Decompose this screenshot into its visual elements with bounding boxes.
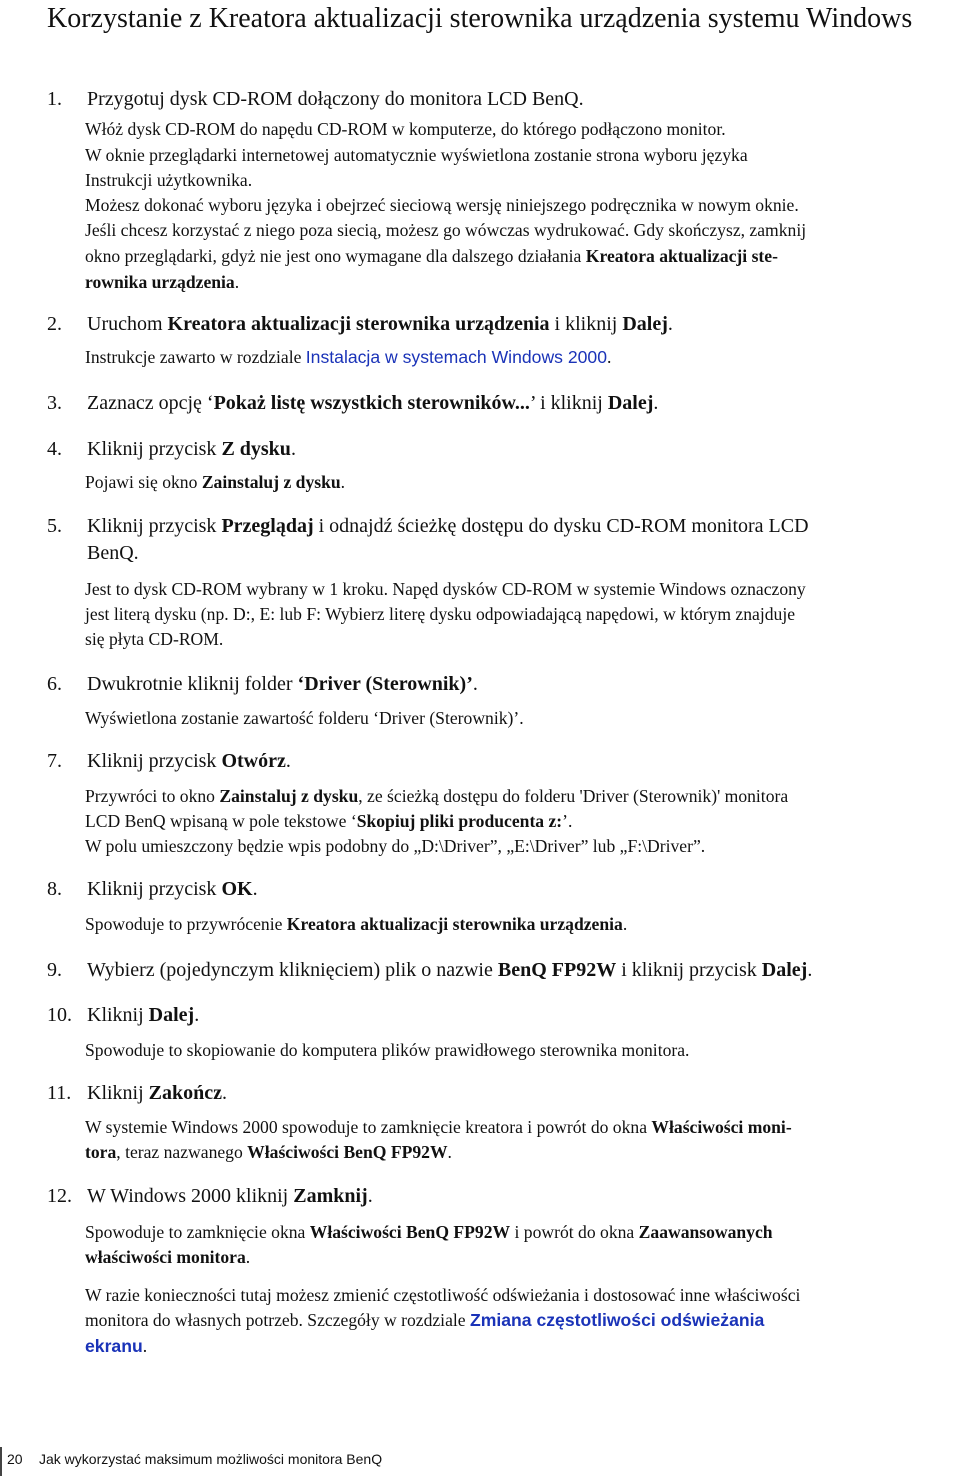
step-8 — [47, 874, 942, 904]
detail-text: Instrukcje zawarto w rozdziale — [85, 347, 306, 367]
final-note-line — [85, 1307, 960, 1333]
detail-text: . — [142, 1336, 148, 1356]
detail-bold: właściwości monitora — [85, 1247, 246, 1267]
detail-text: . — [234, 272, 240, 292]
detail-bold: Właściwości BenQ FP92W — [247, 1142, 448, 1162]
step-number: 5. — [47, 515, 62, 537]
step-11-detail-line — [85, 1139, 960, 1165]
detail-text: i powrót do okna — [510, 1222, 639, 1242]
detail-text: Spowoduje to przywrócenie — [85, 914, 287, 934]
step-bold: OK — [221, 878, 253, 900]
detail-text: , teraz nazwanego — [116, 1142, 248, 1162]
step-bold: Pokaż listę wszystkich sterowników... — [213, 392, 530, 414]
section-link[interactable]: ekranu — [85, 1336, 143, 1356]
step-text: Dwukrotnie kliknij folder — [87, 673, 298, 695]
step-text: Kliknij przycisk — [87, 438, 222, 460]
step-1-detail-line — [85, 243, 960, 269]
step-10 — [47, 1000, 942, 1030]
detail-bold: tora — [85, 1142, 117, 1162]
step-12 — [47, 1181, 942, 1211]
step-bold: Dalej — [607, 392, 654, 414]
step-text: . — [194, 1004, 200, 1026]
detail-text: Jeśli chcesz korzystać z niego poza siecią, możesz go wówczas wydrukować. — [85, 220, 630, 240]
step-text: Kliknij przycisk — [87, 515, 222, 537]
step-text: ’ i kliknij — [529, 392, 608, 414]
step-text: W Windows 2000 kliknij — [87, 1185, 294, 1207]
footer-divider — [0, 1447, 2, 1476]
detail-bold: Zainstaluj z dysku — [219, 786, 359, 806]
detail-text: okno przeglądarki, gdyż nie jest ono wymagane dla dalszego działania — [85, 246, 586, 266]
detail-text: LCD BenQ wpisaną w pole tekstowe ‘ — [85, 811, 357, 831]
step-text: i kliknij przycisk — [616, 959, 762, 981]
step-9 — [47, 955, 942, 985]
detail-bold: Zaawansowanych — [638, 1222, 773, 1242]
step-1-detail-line — [85, 269, 960, 295]
step-text: Kliknij przycisk — [87, 750, 222, 772]
detail-bold: rownika urządzenia — [85, 272, 235, 292]
footer-text: Jak wykorzystać maksimum możliwości monitora BenQ — [39, 1451, 383, 1467]
detail-text: Spowoduje to zamknięcie okna — [85, 1222, 310, 1242]
detail-text: W systemie Windows 2000 spowoduje to zamknięcie kreatora i powrót do okna — [85, 1117, 652, 1137]
step-bold: Z dysku — [221, 438, 291, 460]
step-1-detail-line — [85, 217, 960, 243]
section-link[interactable]: Zmiana częstotliwości odświeżania — [469, 1310, 765, 1330]
step-4-detail — [85, 469, 960, 495]
step-7-detail-line — [85, 808, 960, 834]
step-text: . — [472, 673, 478, 695]
step-text: . — [252, 878, 258, 900]
step-7-detail-line: W polu umieszczony będzie wpis podobny do „D:\Driver”, „E:\Driver” lub „F:\Driver”. — [85, 836, 706, 856]
step-text: . — [290, 438, 296, 460]
step-bold: ‘Driver (Sterownik)’ — [297, 673, 473, 695]
detail-text: Przywróci to okno — [85, 786, 220, 806]
step-6-detail: Wyświetlona zostanie zawartość folderu ‘Driver (Sterownik)’. — [85, 708, 524, 728]
step-5-detail-line: jest literą dysku (np. D:, E: lub F: Wybierz literę dysku odpowiadającą napędowi, w którym znajduje — [85, 604, 796, 624]
step-number: 10. — [47, 1004, 72, 1026]
step-1-detail-line: Włóż dysk CD-ROM do napędu CD-ROM w komputerze, do którego podłączono monitor. — [85, 119, 726, 139]
detail-bold: Kreatora aktualizacji sterownika urządzenia — [286, 914, 623, 934]
detail-text: . — [622, 914, 628, 934]
page-title: Korzystanie z Kreatora aktualizacji sterownika urządzenia systemu Windows — [47, 3, 913, 34]
final-note-line — [85, 1333, 960, 1359]
step-text: Przygotuj dysk CD-ROM dołączony do monitora LCD BenQ. — [87, 88, 584, 110]
step-number: 11. — [47, 1082, 72, 1104]
step-text: . — [667, 313, 673, 335]
step-text: . — [222, 1082, 228, 1104]
detail-text: monitora do własnych potrzeb. Szczegóły w rozdziale — [85, 1310, 470, 1330]
step-number: 4. — [47, 438, 62, 460]
step-2-detail — [85, 344, 960, 370]
step-number: 6. — [47, 673, 62, 695]
step-5-detail-line: się płyta CD-ROM. — [85, 629, 224, 649]
step-11-detail-line — [85, 1114, 960, 1140]
step-6 — [47, 669, 942, 699]
step-bold: Dalej — [622, 313, 668, 335]
step-text: Zaznacz opcję ‘ — [87, 392, 214, 414]
step-text: i odnajdź ścieżkę dostępu do dysku CD-ROM monitora LCD — [313, 515, 809, 537]
step-number: 8. — [47, 878, 62, 900]
step-bold: BenQ FP92W — [497, 959, 617, 981]
step-5 — [47, 511, 942, 541]
step-text: . — [653, 392, 659, 414]
page-number: 20 — [7, 1451, 23, 1467]
step-4 — [47, 434, 942, 464]
step-5-detail-line: Jest to dysk CD-ROM wybrany w 1 kroku. Napęd dysków CD-ROM w systemie Windows oznaczony — [85, 579, 806, 599]
step-bold: Dalej — [148, 1004, 195, 1026]
step-bold: Kreatora aktualizacji sterownika urządzenia — [167, 313, 550, 335]
step-number: 1. — [47, 88, 62, 110]
step-5-continued: BenQ. — [87, 542, 139, 564]
step-text: Uruchom — [87, 313, 168, 335]
detail-text: Pojawi się okno — [85, 472, 202, 492]
step-1-detail-line: Instrukcji użytkownika. — [85, 170, 253, 190]
detail-bold: Właściwości moni- — [651, 1117, 792, 1137]
step-11 — [47, 1078, 942, 1108]
section-link[interactable]: Instalacja w systemach Windows 2000 — [305, 347, 607, 367]
detail-bold: Skopiuj pliki producenta z: — [356, 811, 563, 831]
step-number: 2. — [47, 313, 62, 335]
step-text: . — [807, 959, 813, 981]
step-12-detail-line — [85, 1244, 960, 1270]
step-3 — [47, 388, 942, 418]
final-note-line: W razie konieczności tutaj możesz zmienić częstotliwość odświeżania i dostosować inne właściwości — [85, 1285, 801, 1305]
detail-text: . — [606, 347, 612, 367]
detail-text: , ze ścieżką dostępu do folderu 'Driver (Sterownik)' monitora — [358, 786, 789, 806]
detail-text: . — [447, 1142, 452, 1162]
step-bold: Dalej — [761, 959, 808, 981]
step-bold: Zakończ — [148, 1082, 223, 1104]
step-text: Kliknij przycisk — [87, 878, 222, 900]
step-number: 7. — [47, 750, 62, 772]
detail-text: . — [245, 1247, 251, 1267]
detail-bold: Właściwości BenQ FP92W — [309, 1222, 511, 1242]
step-number: 3. — [47, 392, 62, 414]
step-2 — [47, 309, 942, 339]
step-number: 12. — [47, 1185, 72, 1207]
detail-bold: Zainstaluj z dysku — [201, 472, 341, 492]
step-text: . — [285, 750, 291, 772]
step-number: 9. — [47, 959, 62, 981]
step-1-detail-line: Możesz dokonać wyboru języka i obejrzeć sieciową wersję niniejszego podręcznika w nowym oknie. — [85, 195, 799, 215]
step-1 — [47, 84, 942, 114]
detail-text: ’. — [562, 811, 573, 831]
step-text: Wybierz (pojedynczym kliknięciem) plik o nazwie — [87, 959, 498, 981]
step-bold: Otwórz — [221, 750, 286, 772]
step-bold: Zamknij — [293, 1185, 368, 1207]
detail-bold: Kreatora aktualizacji ste- — [585, 246, 778, 266]
detail-text: Gdy skończysz, zamknij — [629, 220, 807, 240]
step-1-detail-line: W oknie przeglądarki internetowej automatycznie wyświetlona zostanie strona wyboru języka — [85, 145, 748, 165]
step-text: Kliknij — [87, 1004, 149, 1026]
step-text: i kliknij — [549, 313, 623, 335]
step-8-detail — [85, 911, 960, 937]
page-footer — [7, 1451, 382, 1467]
step-text: Kliknij — [87, 1082, 149, 1104]
step-7-detail-line — [85, 783, 960, 809]
detail-text: . — [340, 472, 346, 492]
step-12-detail-line — [85, 1219, 960, 1245]
step-7 — [47, 746, 942, 776]
step-text: . — [367, 1185, 373, 1207]
step-10-detail: Spowoduje to skopiowanie do komputera plików prawidłowego sterownika monitora. — [85, 1040, 690, 1060]
step-bold: Przeglądaj — [221, 515, 314, 537]
